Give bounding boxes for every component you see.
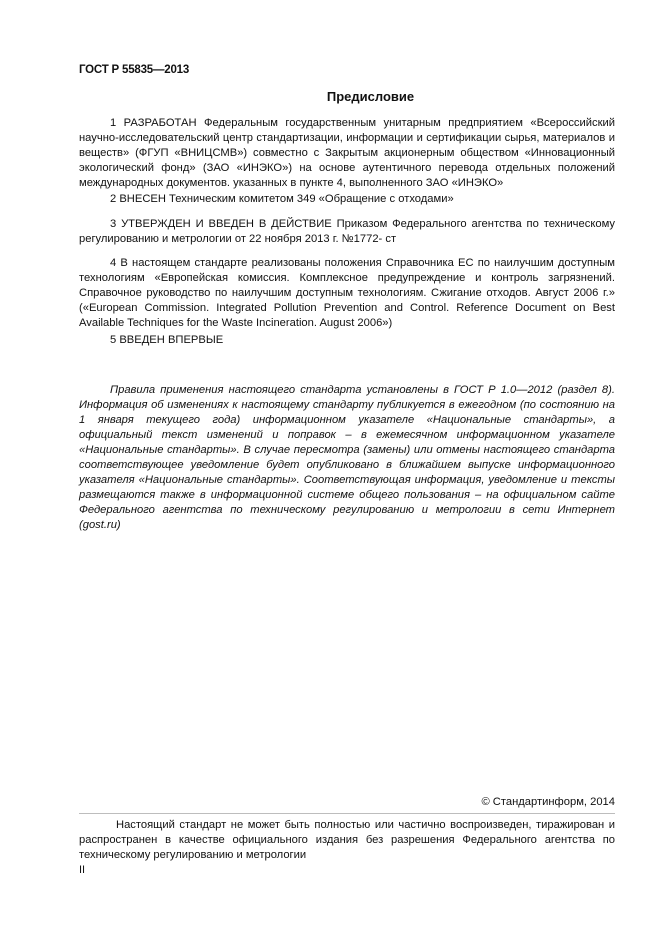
footer-divider [79, 813, 615, 814]
page-number: II [79, 864, 86, 876]
paragraph-introduced-by: 2 ВНЕСЕН Техническим комитетом 349 «Обращение с отходами» [110, 193, 454, 205]
paragraph-developed-by: 1 РАЗРАБОТАН Федеральным государственным унитарным предприятием «Всероссийский научно-исследовательский центр стандартизации, информации и сертификации сырья, материалов и веществ» (ФГУП «ВНИЦСМВ») совместно с Закрытым акционерным обществом «Инновационный экологический фонд» (ЗАО «ИНЭКО») на основе аутентичного перевода отдельных положений международных документов. указанных в пункте 4, выполненного ЗАО «ИНЭКО» [79, 117, 615, 189]
paragraph-approved: 3 УТВЕРЖДЕН И ВВЕДЕН В ДЕЙСТВИЕ Приказом Федерального агентства по техническому регулированию и метрологии от 22 ноября 2013 г. №1772- ст [79, 218, 615, 245]
page-title: Предисловие [326, 89, 415, 104]
document-code: ГОСТ Р 55835—2013 [79, 64, 190, 76]
application-rules-note: Правила применения настоящего стандарта установлены в ГОСТ Р 1.0—2012 (раздел 8). Информация об изменениях к настоящему стандарту публикуется в ежегодном (по состоянию на 1 января текущего года) информационном указателе «Национальные стандарты», а официальный текст изменений и поправок – в ежемесячном информационном указателе «Национальные стандарты». В случае пересмотра (замены) или отмены настоящего стандарта соответствующее уведомление будет опубликовано в ближайшем выпуске информационного указателя «Национальные стандарты». Соответствующая информация, уведомление и тексты размещаются также в информационной системе общего пользования – на официальном сайте Федерального агентства по техническому регулированию и метрологии в сети Интернет (gost.ru) [79, 384, 615, 531]
paragraph-first-introduced: 5 ВВЕДЕН ВПЕРВЫЕ [110, 334, 224, 346]
copyright-line: © Стандартинформ, 2014 [481, 796, 615, 808]
paragraph-implemented-provisions: 4 В настоящем стандарте реализованы положения Справочника ЕС по наилучшим доступным технологиям «Европейская комиссия. Комплексное предупреждение и контроль загрязнений. Справочное руководство по наилучшим доступным технологиям. Сжигание отходов. Август 2006 г.» («European Commission. Integrated Pollution Prevention and Control. Reference Document on Best Available Techniques for the Waste Incineration. August 2006») [79, 257, 615, 329]
reproduction-notice: Настоящий стандарт не может быть полностью или частично воспроизведен, тиражирован и распространен в качестве официального издания без разрешения Федерального агентства по техническому регулированию и метрологии [79, 819, 615, 861]
